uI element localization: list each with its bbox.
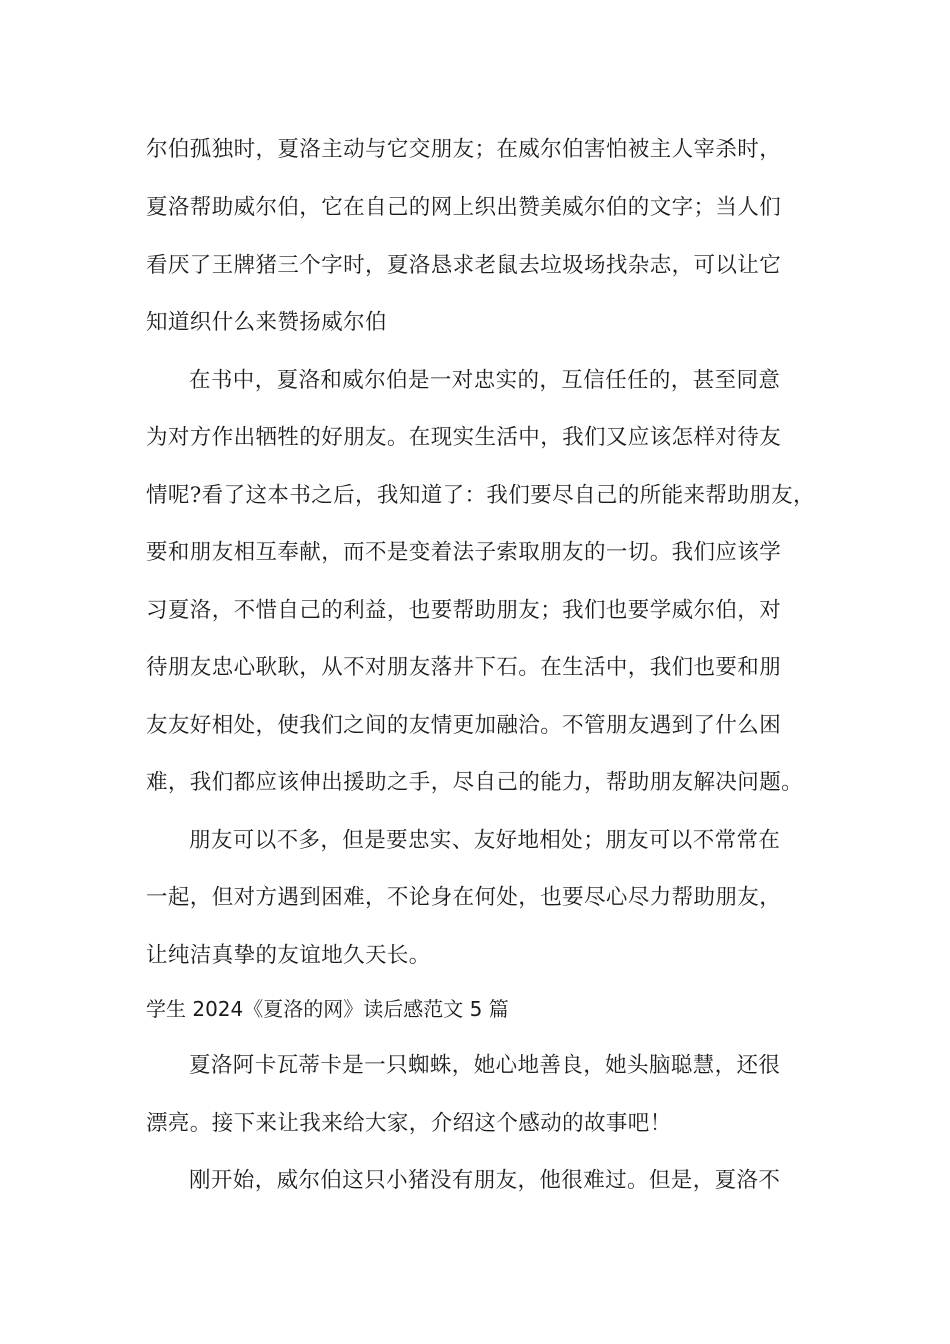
- paragraph-line: 知道织什么来赞扬威尔伯: [146, 310, 387, 335]
- paragraph-line: 难，我们都应该伸出援助之手，尽自己的能力，帮助朋友解决问题。: [146, 770, 804, 795]
- paragraph-line: 在书中，夏洛和威尔伯是一对忠实的，互信任任的，甚至同意: [189, 368, 781, 393]
- paragraph-line: 要和朋友相互奉献，而不是变着法子索取朋友的一切。我们应该学: [146, 540, 782, 565]
- paragraph-line: 夏洛帮助威尔伯，它在自己的网上织出赞美威尔伯的文字；当人们: [146, 195, 782, 220]
- paragraph-line: 看厌了王牌猪三个字时，夏洛恳求老鼠去垃圾场找杂志，可以让它: [146, 253, 782, 278]
- section-heading: 学生 2024《夏洛的网》读后感范文 5 篇: [146, 997, 509, 1021]
- paragraph-line: 情呢?看了这本书之后，我知道了：我们要尽自己的所能来帮助朋友，: [146, 483, 815, 508]
- paragraph-line: 夏洛阿卡瓦蒂卡是一只蜘蛛，她心地善良，她头脑聪慧，还很: [189, 1053, 781, 1078]
- paragraph-line: 习夏洛，不惜自己的利益，也要帮助朋友；我们也要学威尔伯，对: [146, 598, 782, 623]
- paragraph-line: 友友好相处，使我们之间的友情更加融洽。不管朋友遇到了什么困: [146, 713, 782, 738]
- paragraph-line: 待朋友忠心耿耿，从不对朋友落井下石。在生活中，我们也要和朋: [146, 655, 782, 680]
- paragraph-line: 为对方作出牺牲的好朋友。在现实生活中，我们又应该怎样对待友: [146, 425, 782, 450]
- paragraph-line: 让纯洁真挚的友谊地久天长。: [146, 943, 431, 968]
- paragraph-line: 朋友可以不多，但是要忠实、友好地相处；朋友可以不常常在: [189, 828, 781, 853]
- paragraph-line: 尔伯孤独时，夏洛主动与它交朋友；在威尔伯害怕被主人宰杀时，: [146, 137, 782, 162]
- paragraph-line: 漂亮。接下来让我来给大家，介绍这个感动的故事吧！: [146, 1111, 672, 1136]
- paragraph-line: 一起，但对方遇到困难，不论身在何处，也要尽心尽力帮助朋友，: [146, 885, 782, 910]
- paragraph-line: 刚开始，威尔伯这只小猪没有朋友，他很难过。但是，夏洛不: [189, 1168, 781, 1193]
